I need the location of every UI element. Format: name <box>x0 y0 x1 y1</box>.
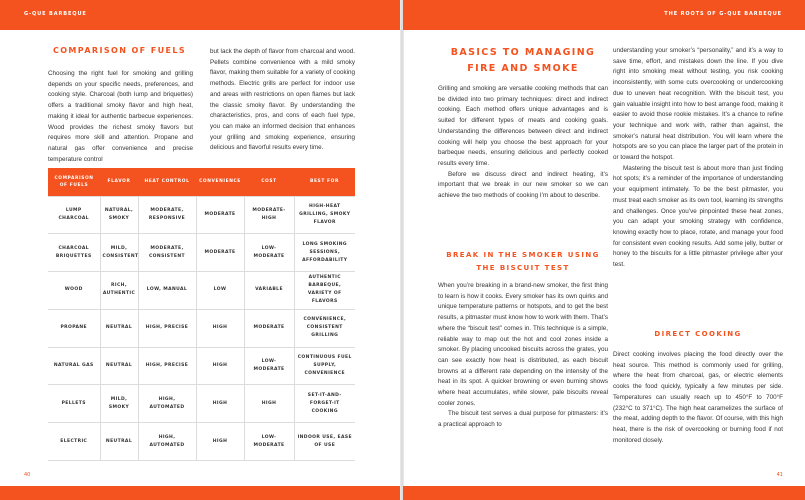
right-footer-bar <box>403 486 805 500</box>
table-cell: HIGH <box>196 347 244 385</box>
table-cell: NEUTRAL <box>100 309 138 347</box>
table-cell: MODERATE, CONSISTENT <box>138 234 196 272</box>
table-row <box>48 347 355 385</box>
table-cell: HIGH-HEAT GRILLING, SMOKY FLAVOR <box>294 196 355 234</box>
table-cell: MODERATE, RESPONSIVE <box>138 196 196 234</box>
biscuit-heading-line-1: BREAK IN THE SMOKER USING <box>446 251 600 259</box>
table-cell: MILD, SMOKY <box>100 385 138 423</box>
biscuit-paragraph-1: When you’re breaking in a brand-new smoker, the first thing to learn is how it cooks. Every smoker has its own quirks and unique temperature patterns or hotspots, and to get the best results, a pitmaster must know how to work with them. That’s where the “biscuit test” comes in. This technique is a simple, reliable way to map out the hot and cool zones inside a smoker. By placing uncooked biscuits across the grates, you can see exactly how heat is distributed, as each biscuit browns at a different rate depending on the intensity of the heat in its spot. A quicker browning or even burning shows where heat accumulates, while slower, pale biscuits reveal cooler zones. <box>438 282 608 407</box>
left-footer-bar <box>0 486 402 500</box>
main-title-line-1: BASICS TO MANAGING <box>450 47 596 58</box>
right-column-2-text <box>613 46 783 271</box>
table-cell: MODERATE-HIGH <box>244 196 294 234</box>
table-cell: LOW-MODERATE <box>244 347 294 385</box>
table-cell: AUTHENTIC BARBEQUE, VARIETY OF FLAVORS <box>294 272 355 310</box>
table-header-row <box>48 168 355 196</box>
table-cell: SET-IT-AND-FORGET-IT COOKING <box>294 385 355 423</box>
section-title: COMPARISON OF FUELS <box>52 46 187 55</box>
fuel-comparison-table <box>48 168 355 461</box>
left-page <box>0 0 402 500</box>
table-cell: NATURAL, SMOKY <box>100 196 138 234</box>
table-cell: LONG SMOKING SESSIONS, AFFORDABILITY <box>294 234 355 272</box>
intro-paragraph-2: Before we discuss direct and indirect heating, it’s important that we break in our new smoker so we can achieve the two methods of cooking I’m about to describe. <box>438 170 608 200</box>
left-col2-paragraph: but lack the depth of flavor from charcoal and wood. Pellets combine convenience with a mild smoky flavor, making them suitable for a variety of cooking methods. Electric grills are perfect for indoor use and areas with restrictions on open flames but lack the classic smoky flavor. By understanding the characteristics, pros, and cons of each fuel type, you can make an informed decision that enhances your grilling and smoking experience, ensuring delicious and flavorful results every time. <box>210 48 355 152</box>
table-cell: MILD, CONSISTENT <box>100 234 138 272</box>
table-cell: HIGH <box>196 423 244 461</box>
left-col1-paragraph: Choosing the right fuel for smoking and grilling depends on your specific needs, preferences, and cooking style. Charcoal (both lump and briquettes) offers a traditional smoky flavor and high heat, making it ideal for authentic barbecue experiences. Wood provides the richest smoky flavors but requires more skill and attention. Propane and natural gas offer convenience and precise temperature control <box>48 70 193 163</box>
table-cell: INDOOR USE, EASE OF USE <box>294 423 355 461</box>
table-cell: LOW, MANUAL <box>138 272 196 310</box>
table-cell: LOW-MODERATE <box>244 423 294 461</box>
table-cell: PELLETS <box>48 385 100 423</box>
left-column-1-text <box>48 69 193 165</box>
table-cell: MODERATE <box>196 196 244 234</box>
table-row <box>48 234 355 272</box>
table-row <box>48 272 355 310</box>
table-cell: NATURAL GAS <box>48 347 100 385</box>
direct-cooking-text <box>613 350 783 446</box>
left-page-number: 40 <box>24 472 31 478</box>
intro-text <box>438 84 608 202</box>
table-cell: HIGH <box>196 385 244 423</box>
table-header-cell: FLAVOR <box>100 168 138 196</box>
right-page-number: 41 <box>776 472 783 478</box>
intro-paragraph-1: Grilling and smoking are versatile cooking methods that can be divided into two primary techniques: direct and indirect cooking. Each method offers unique advantages and is suited for different types of meats and cooking goals. Understanding the differences between direct and indirect cooking will help you choose the best approach for your barbeque needs, ensuring delicious and perfectly cooked results every time. <box>438 85 608 167</box>
table-cell: HIGH, AUTOMATED <box>138 385 196 423</box>
direct-cooking-heading: DIRECT COOKING <box>654 330 742 338</box>
table-cell: LUMP CHARCOAL <box>48 196 100 234</box>
biscuit-test-heading <box>438 249 608 274</box>
direct-cooking-paragraph: Direct cooking involves placing the food directly over the heat source. This method is commonly used for grilling, where the heat from charcoal, gas, or electric elements cooks the food quickly, typically a few minutes per side. Temperatures can usually reach up to 450°F to 700°F (232°C to 371°C). The high heat caramelizes the surface of the meat, adding depth to the flavor. Of course, with this high heat, there is the risk of overcooking or burning food if not monitored closely. <box>613 351 783 444</box>
table-cell: HIGH <box>196 309 244 347</box>
table-cell: RICH, AUTHENTIC <box>100 272 138 310</box>
right-page-header <box>403 0 805 30</box>
left-column-2-text <box>210 47 355 154</box>
left-header-text: G-QUE BARBEQUE <box>24 11 87 17</box>
table-cell: NEUTRAL <box>100 423 138 461</box>
table-cell: VARIABLE <box>244 272 294 310</box>
table-row <box>48 423 355 461</box>
table-cell: HIGH, AUTOMATED <box>138 423 196 461</box>
table-cell: HIGH, PRECISE <box>138 347 196 385</box>
table-header-cell: CONVENIENCE <box>196 168 244 196</box>
right-col2-paragraph-2: Mastering the biscuit test is about more than just finding hot spots; it’s a reminder of the importance of understanding your equipment intimately. To be the best pitmaster, you must treat each smoker as its own tool, learning its strengths and challenges. Once you’ve pinpointed these heat zones, you can adapt your smoking strategy with confidence, knowing exactly how to place, rotate, and manage your food for consistent even cooking results. Add some jelly, butter or honey to the biscuits for a little pitmaster privilege after your test. <box>613 164 783 269</box>
right-page <box>403 0 805 500</box>
table-cell: WOOD <box>48 272 100 310</box>
main-title <box>438 45 608 77</box>
table-cell: LOW-MODERATE <box>244 234 294 272</box>
biscuit-heading-line-2: THE BISCUIT TEST <box>476 263 570 272</box>
table-header-cell: COMPARISON OF FUELS <box>48 168 100 196</box>
table-row <box>48 196 355 234</box>
table-cell: CHARCOAL BRIQUETTES <box>48 234 100 272</box>
table-cell: MODERATE <box>196 234 244 272</box>
table-cell: NEUTRAL <box>100 347 138 385</box>
left-page-header <box>0 0 402 30</box>
table-cell: PROPANE <box>48 309 100 347</box>
biscuit-test-text <box>438 281 608 431</box>
main-title-line-2: FIRE AND SMOKE <box>467 63 579 74</box>
table-header-cell: COST <box>244 168 294 196</box>
table-cell: MODERATE <box>244 309 294 347</box>
table-cell: CONVENIENCE, CONSISTENT GRILLING <box>294 309 355 347</box>
table-cell: HIGH, PRECISE <box>138 309 196 347</box>
table-row <box>48 309 355 347</box>
biscuit-paragraph-2: The biscuit test serves a dual purpose for pitmasters: it’s a practical approach to <box>438 410 608 429</box>
right-col2-paragraph-1: understanding your smoker’s “personality,” and it’s a way to save time, effort, and mistakes down the line. If you dive right into smoking meat without testing, you risk cooking inconsistently, with some cuts overcooking or undercooking due to uneven heat recognition. With the biscuit test, you gain valuable insight into how to best arrange food, making it easier to avoid those rookie mistakes. It’s a chance to refine your technique and work with, rather than against, the smoker’s natural heat distribution. You will learn where the hotspots are so you can place the larger part of the protein in or toward the hotspot. <box>613 47 783 162</box>
table-cell: LOW <box>196 272 244 310</box>
table-cell: ELECTRIC <box>48 423 100 461</box>
table-row <box>48 385 355 423</box>
table-header-cell: BEST FOR <box>294 168 355 196</box>
table-header-cell: HEAT CONTROL <box>138 168 196 196</box>
table-cell: HIGH <box>244 385 294 423</box>
right-header-text: THE ROOTS OF G-QUE BARBEQUE <box>664 11 782 17</box>
table-cell: CONTINUOUS FUEL SUPPLY, CONVENIENCE <box>294 347 355 385</box>
